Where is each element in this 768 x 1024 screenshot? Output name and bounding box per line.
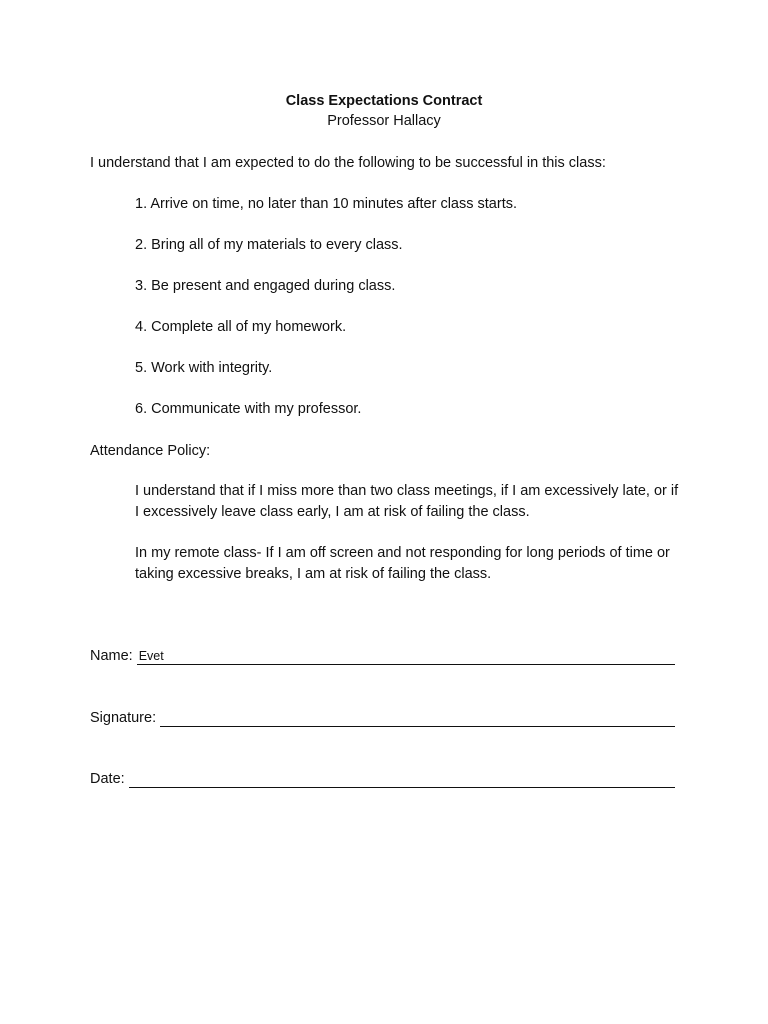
- date-field[interactable]: [90, 766, 675, 788]
- date-label: Date:: [90, 771, 125, 787]
- expectation-item-5: 5. Work with integrity.: [135, 360, 273, 376]
- name-line[interactable]: [137, 646, 675, 665]
- name-value[interactable]: Evet: [138, 649, 164, 663]
- document-title: Class Expectations Contract: [285, 93, 483, 109]
- document-subtitle: Professor Hallacy: [327, 113, 441, 129]
- name-label: Name:: [90, 648, 133, 664]
- intro-text: I understand that I am expected to do the following to be successful in this class:: [90, 155, 606, 171]
- attendance-paragraph-2: In my remote class- If I am off screen and not responding for long periods of time or taking excessive breaks, I am at risk of failing the class.: [135, 545, 670, 582]
- expectation-item-3: 3. Be present and engaged during class.: [135, 278, 396, 294]
- expectation-item-4: 4. Complete all of my homework.: [135, 319, 347, 335]
- expectation-item-2: 2. Bring all of my materials to every class.: [135, 237, 403, 253]
- signature-label: Signature:: [90, 710, 157, 726]
- attendance-paragraph-1: I understand that if I miss more than two class meetings, if I am excessively late, or if I excessively leave class early, I am at risk of failing the class.: [135, 483, 679, 520]
- signature-line[interactable]: [160, 708, 675, 727]
- signature-field[interactable]: [90, 705, 675, 727]
- attendance-policy-heading: Attendance Policy:: [90, 443, 211, 459]
- expectation-item-1: 1. Arrive on time, no later than 10 minutes after class starts.: [135, 196, 518, 212]
- expectation-item-6: 6. Communicate with my professor.: [135, 401, 362, 417]
- name-field[interactable]: [90, 643, 675, 665]
- date-line[interactable]: [129, 769, 675, 788]
